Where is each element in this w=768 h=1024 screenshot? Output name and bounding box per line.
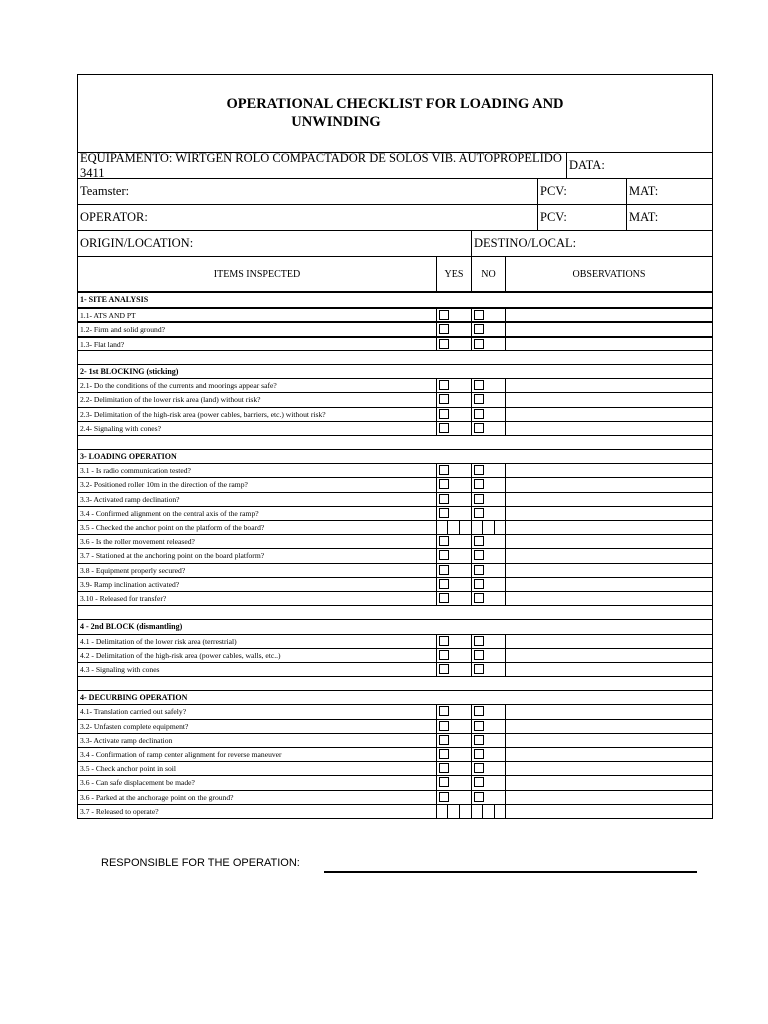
no-cell bbox=[471, 748, 505, 761]
no-checkbox[interactable] bbox=[474, 339, 484, 349]
teamster-mat-field[interactable]: MAT: bbox=[626, 179, 712, 204]
checklist-row bbox=[78, 577, 712, 591]
cell-divider bbox=[494, 805, 495, 818]
operator-row bbox=[77, 204, 713, 230]
cell-divider bbox=[482, 521, 483, 534]
item-label: 2.2- Delimitation of the lower risk area (land) without risk? bbox=[80, 395, 261, 405]
no-cell bbox=[471, 507, 505, 520]
item-label: 3.4 - Confirmed alignment on the central axis of the ramp? bbox=[80, 508, 259, 518]
yes-checkbox[interactable] bbox=[439, 536, 449, 546]
yes-checkbox[interactable] bbox=[439, 479, 449, 489]
checklist-row bbox=[78, 492, 712, 506]
teamster-row bbox=[77, 178, 713, 204]
no-cell bbox=[471, 408, 505, 421]
yes-checkbox[interactable] bbox=[439, 494, 449, 504]
yes-cell bbox=[436, 705, 471, 718]
destination-field[interactable]: DESTINO/LOCAL: bbox=[471, 231, 712, 256]
checklist-row bbox=[78, 648, 712, 662]
checklist-items bbox=[77, 293, 713, 819]
item-label: 4.1 - Delimitation of the lower risk area (terrestrial) bbox=[80, 636, 237, 646]
yes-cell bbox=[436, 649, 471, 662]
observation-field[interactable] bbox=[505, 393, 712, 406]
no-checkbox[interactable] bbox=[474, 636, 484, 646]
header-no: NO bbox=[471, 257, 505, 291]
teamster-pcv-field[interactable]: PCV: bbox=[537, 179, 626, 204]
yes-cell bbox=[436, 408, 471, 421]
section-title: 4 - 2nd BLOCK (dismantling) bbox=[80, 622, 183, 632]
cell-divider bbox=[447, 521, 448, 534]
date-field[interactable]: DATA: bbox=[566, 153, 712, 178]
yes-cell bbox=[436, 338, 471, 350]
no-cell bbox=[471, 663, 505, 676]
yes-cell bbox=[436, 776, 471, 789]
no-checkbox[interactable] bbox=[474, 565, 484, 575]
yes-cell bbox=[436, 379, 471, 392]
no-checkbox[interactable] bbox=[474, 394, 484, 404]
no-checkbox[interactable] bbox=[474, 423, 484, 433]
item-label: 3.8 - Equipment properly secured? bbox=[80, 565, 186, 575]
checklist-row bbox=[78, 775, 712, 789]
no-cell bbox=[471, 592, 505, 605]
item-label: 1.2- Firm and solid ground? bbox=[80, 325, 165, 335]
equipment-field[interactable]: EQUIPAMENTO: WIRTGEN ROLO COMPACTADOR DE SOLOS VIB. AUTOPROPELIDO 3411 bbox=[80, 150, 562, 180]
no-cell bbox=[471, 720, 505, 733]
yes-cell bbox=[436, 805, 471, 818]
checklist-row bbox=[78, 307, 712, 321]
no-cell bbox=[471, 805, 505, 818]
yes-cell bbox=[436, 493, 471, 506]
observation-field[interactable] bbox=[505, 649, 712, 662]
no-checkbox[interactable] bbox=[474, 508, 484, 518]
no-checkbox[interactable] bbox=[474, 479, 484, 489]
header-items-inspected: ITEMS INSPECTED bbox=[213, 268, 301, 280]
observation-field[interactable] bbox=[505, 535, 712, 548]
yes-cell bbox=[436, 393, 471, 406]
yes-checkbox[interactable] bbox=[439, 508, 449, 518]
checklist-row bbox=[78, 761, 712, 775]
yes-cell bbox=[436, 663, 471, 676]
no-cell bbox=[471, 776, 505, 789]
yes-checkbox[interactable] bbox=[439, 650, 449, 660]
yes-checkbox[interactable] bbox=[439, 409, 449, 419]
item-label: 3.1 - Is radio communication tested? bbox=[80, 466, 191, 476]
item-label: 3.2- Positioned roller 10m in the direction of the ramp? bbox=[80, 480, 248, 490]
checklist-row bbox=[78, 392, 712, 406]
item-label: 3.6 - Is the roller movement released? bbox=[80, 537, 195, 547]
operator-pcv-field[interactable]: PCV: bbox=[537, 205, 626, 230]
observation-field[interactable] bbox=[505, 338, 712, 350]
yes-checkbox[interactable] bbox=[439, 380, 449, 390]
yes-cell bbox=[436, 521, 471, 534]
no-checkbox[interactable] bbox=[474, 777, 484, 787]
observation-field[interactable] bbox=[505, 408, 712, 421]
checklist-row bbox=[78, 733, 712, 747]
no-cell bbox=[471, 578, 505, 591]
checklist-row bbox=[78, 463, 712, 477]
item-label: 3.6 - Parked at the anchorage point on the ground? bbox=[80, 792, 234, 802]
item-label: 3.3- Activate ramp declination bbox=[80, 735, 173, 745]
yes-cell bbox=[436, 464, 471, 477]
observation-field[interactable] bbox=[505, 791, 712, 804]
section-header bbox=[78, 619, 712, 633]
yes-checkbox[interactable] bbox=[439, 423, 449, 433]
item-label: 1.1- ATS AND PT bbox=[80, 311, 136, 321]
yes-checkbox[interactable] bbox=[439, 550, 449, 560]
no-checkbox[interactable] bbox=[474, 536, 484, 546]
observation-field[interactable] bbox=[505, 464, 712, 477]
observation-field[interactable] bbox=[505, 493, 712, 506]
yes-checkbox[interactable] bbox=[439, 735, 449, 745]
no-checkbox[interactable] bbox=[474, 310, 484, 320]
section-title: 1- SITE ANALYSIS bbox=[80, 295, 149, 304]
item-label: 3.5 - Check anchor point in soil bbox=[80, 764, 176, 774]
yes-checkbox[interactable] bbox=[439, 579, 449, 589]
observation-field[interactable] bbox=[505, 705, 712, 718]
observation-field[interactable] bbox=[505, 592, 712, 605]
checklist-row bbox=[78, 534, 712, 548]
checklist-row bbox=[78, 378, 712, 392]
yes-cell bbox=[436, 323, 471, 335]
yes-cell bbox=[436, 720, 471, 733]
yes-cell bbox=[436, 309, 471, 321]
checklist-row bbox=[78, 591, 712, 605]
checklist-row bbox=[78, 520, 712, 534]
yes-checkbox[interactable] bbox=[439, 777, 449, 787]
table-header bbox=[77, 256, 713, 293]
checklist-row bbox=[78, 634, 712, 648]
observation-field[interactable] bbox=[505, 564, 712, 577]
no-cell bbox=[471, 422, 505, 435]
checklist-row bbox=[78, 336, 712, 350]
no-checkbox[interactable] bbox=[474, 706, 484, 716]
no-cell bbox=[471, 535, 505, 548]
origin-field[interactable]: ORIGIN/LOCATION: bbox=[80, 236, 194, 250]
observation-field[interactable] bbox=[505, 323, 712, 335]
no-checkbox[interactable] bbox=[474, 324, 484, 334]
yes-checkbox[interactable] bbox=[439, 324, 449, 334]
item-label: 3.5 - Checked the anchor point on the platform of the board? bbox=[80, 523, 265, 532]
section-title: 4- DECURBING OPERATION bbox=[80, 693, 188, 703]
checklist-row bbox=[78, 421, 712, 435]
checklist-row bbox=[78, 477, 712, 491]
header-yes: YES bbox=[436, 257, 471, 291]
no-cell bbox=[471, 379, 505, 392]
observation-field[interactable] bbox=[505, 422, 712, 435]
no-cell bbox=[471, 323, 505, 335]
observation-field[interactable] bbox=[505, 776, 712, 789]
item-label: 3.7 - Released to operate? bbox=[80, 806, 159, 816]
no-cell bbox=[471, 649, 505, 662]
title-block bbox=[77, 74, 713, 152]
observation-field[interactable] bbox=[505, 635, 712, 648]
signature-line[interactable] bbox=[324, 871, 697, 873]
yes-cell bbox=[436, 507, 471, 520]
spacer-row bbox=[78, 676, 712, 690]
yes-checkbox[interactable] bbox=[439, 792, 449, 802]
section-header bbox=[78, 364, 712, 378]
no-checkbox[interactable] bbox=[474, 593, 484, 603]
no-cell bbox=[471, 393, 505, 406]
no-cell bbox=[471, 791, 505, 804]
checklist-row bbox=[78, 407, 712, 421]
yes-checkbox[interactable] bbox=[439, 749, 449, 759]
cell-divider bbox=[459, 805, 460, 818]
observation-field[interactable] bbox=[505, 521, 712, 534]
checklist-form bbox=[77, 74, 713, 819]
checklist-row bbox=[78, 804, 712, 818]
yes-cell bbox=[436, 734, 471, 747]
item-label: 4.2 - Delimitation of the high-risk area (power cables, walls, etc..) bbox=[80, 650, 281, 660]
no-cell bbox=[471, 309, 505, 321]
yes-checkbox[interactable] bbox=[439, 664, 449, 674]
item-label: 3.9- Ramp inclination activated? bbox=[80, 579, 180, 589]
yes-cell bbox=[436, 748, 471, 761]
no-checkbox[interactable] bbox=[474, 409, 484, 419]
checklist-row bbox=[78, 506, 712, 520]
yes-cell bbox=[436, 791, 471, 804]
observation-field[interactable] bbox=[505, 309, 712, 321]
no-checkbox[interactable] bbox=[474, 664, 484, 674]
observation-field[interactable] bbox=[505, 734, 712, 747]
no-checkbox[interactable] bbox=[474, 494, 484, 504]
observation-field[interactable] bbox=[505, 663, 712, 676]
no-checkbox[interactable] bbox=[474, 579, 484, 589]
item-label: 3.6 - Can safe displacement be made? bbox=[80, 778, 195, 788]
header-observations: OBSERVATIONS bbox=[505, 257, 712, 291]
no-checkbox[interactable] bbox=[474, 380, 484, 390]
no-cell bbox=[471, 478, 505, 491]
yes-cell bbox=[436, 762, 471, 775]
observation-field[interactable] bbox=[505, 762, 712, 775]
item-label: 3.3- Activated ramp declination? bbox=[80, 494, 180, 504]
cell-divider bbox=[447, 805, 448, 818]
yes-cell bbox=[436, 578, 471, 591]
yes-checkbox[interactable] bbox=[439, 721, 449, 731]
yes-checkbox[interactable] bbox=[439, 593, 449, 603]
observation-field[interactable] bbox=[505, 507, 712, 520]
operator-mat-field[interactable]: MAT: bbox=[626, 205, 712, 230]
no-cell bbox=[471, 549, 505, 562]
cell-divider bbox=[459, 521, 460, 534]
no-cell bbox=[471, 338, 505, 350]
yes-cell bbox=[436, 422, 471, 435]
yes-checkbox[interactable] bbox=[439, 706, 449, 716]
yes-checkbox[interactable] bbox=[439, 339, 449, 349]
no-checkbox[interactable] bbox=[474, 465, 484, 475]
no-checkbox[interactable] bbox=[474, 735, 484, 745]
no-cell bbox=[471, 734, 505, 747]
no-checkbox[interactable] bbox=[474, 550, 484, 560]
yes-cell bbox=[436, 549, 471, 562]
yes-checkbox[interactable] bbox=[439, 763, 449, 773]
location-row bbox=[77, 230, 713, 256]
yes-cell bbox=[436, 564, 471, 577]
no-cell bbox=[471, 564, 505, 577]
cell-divider bbox=[494, 521, 495, 534]
no-cell bbox=[471, 464, 505, 477]
item-label: 2.1- Do the conditions of the currents and moorings appear safe? bbox=[80, 381, 277, 391]
spacer-row bbox=[78, 435, 712, 449]
teamster-field[interactable]: Teamster: bbox=[80, 184, 130, 198]
checklist-row bbox=[78, 548, 712, 562]
no-checkbox[interactable] bbox=[474, 721, 484, 731]
no-checkbox[interactable] bbox=[474, 763, 484, 773]
checklist-row bbox=[78, 747, 712, 761]
no-cell bbox=[471, 635, 505, 648]
item-label: 1.3- Flat land? bbox=[80, 339, 125, 349]
yes-checkbox[interactable] bbox=[439, 565, 449, 575]
form-title-line2: UNWINDING bbox=[291, 114, 381, 130]
no-cell bbox=[471, 705, 505, 718]
item-label: 2.3- Delimitation of the high-risk area (power cables, barriers, etc.) without risk? bbox=[80, 409, 326, 419]
no-cell bbox=[471, 493, 505, 506]
yes-checkbox[interactable] bbox=[439, 394, 449, 404]
operator-field[interactable]: OPERATOR: bbox=[80, 210, 148, 224]
observation-field[interactable] bbox=[505, 748, 712, 761]
section-title: 2- 1st BLOCKING (sticking) bbox=[80, 366, 179, 376]
yes-checkbox[interactable] bbox=[439, 310, 449, 320]
observation-field[interactable] bbox=[505, 549, 712, 562]
checklist-row bbox=[78, 662, 712, 676]
yes-checkbox[interactable] bbox=[439, 636, 449, 646]
equipment-row bbox=[77, 152, 713, 178]
item-label: 3.2- Unfasten complete equipment? bbox=[80, 721, 189, 731]
section-title: 3- LOADING OPERATION bbox=[80, 452, 177, 462]
checklist-row bbox=[78, 321, 712, 335]
observation-field[interactable] bbox=[505, 720, 712, 733]
responsible-label: RESPONSIBLE FOR THE OPERATION: bbox=[101, 857, 300, 869]
item-label: 3.4 - Confirmation of ramp center alignment for reverse maneuver bbox=[80, 750, 282, 759]
form-title-line1: OPERATIONAL CHECKLIST FOR LOADING AND bbox=[226, 96, 564, 112]
checklist-row bbox=[78, 704, 712, 718]
yes-cell bbox=[436, 478, 471, 491]
spacer-row bbox=[78, 350, 712, 364]
no-cell bbox=[471, 762, 505, 775]
checklist-row bbox=[78, 719, 712, 733]
observation-field[interactable] bbox=[505, 805, 712, 818]
section-header bbox=[78, 690, 712, 704]
item-label: 3.10 - Released for transfer? bbox=[80, 593, 167, 603]
no-checkbox[interactable] bbox=[474, 650, 484, 660]
yes-cell bbox=[436, 535, 471, 548]
yes-cell bbox=[436, 635, 471, 648]
observation-field[interactable] bbox=[505, 478, 712, 491]
no-checkbox[interactable] bbox=[474, 749, 484, 759]
yes-cell bbox=[436, 592, 471, 605]
section-header bbox=[78, 293, 712, 307]
yes-checkbox[interactable] bbox=[439, 465, 449, 475]
item-label: 3.7 - Stationed at the anchoring point on the board platform? bbox=[80, 551, 265, 561]
section-header bbox=[78, 449, 712, 463]
observation-field[interactable] bbox=[505, 578, 712, 591]
item-label: 4.1- Translation carried out safely? bbox=[80, 707, 187, 717]
no-cell bbox=[471, 521, 505, 534]
no-checkbox[interactable] bbox=[474, 792, 484, 802]
item-label: 2.4- Signaling with cones? bbox=[80, 423, 161, 433]
spacer-row bbox=[78, 605, 712, 619]
item-label: 4.3 - Signaling with cones bbox=[80, 664, 160, 674]
cell-divider bbox=[482, 805, 483, 818]
checklist-row bbox=[78, 790, 712, 804]
checklist-row bbox=[78, 563, 712, 577]
observation-field[interactable] bbox=[505, 379, 712, 392]
